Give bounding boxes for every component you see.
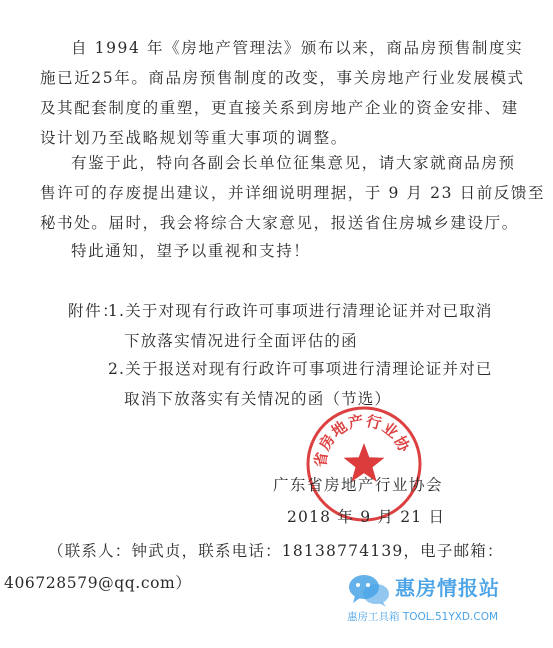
paragraph-line: 及其配套制度的重塑，更直接关系到房地产企业的资金安排、建: [40, 99, 519, 117]
paragraph-line: 施已近25年。商品房预售制度的改变，事关房地产行业发展模式: [40, 69, 525, 87]
issue-date: 2018 年 9 月 21 日: [287, 508, 446, 526]
paragraph-line: 有鉴于此，特向各副会长单位征集意见，请大家就商品房预: [71, 154, 516, 172]
paragraph-line: 秘书处。届时，我会将综合大家意见，报送省住房城乡建设厅。: [40, 214, 519, 232]
watermark-title: 惠房情报站: [395, 576, 500, 600]
seal-text: 省房地产行业协: [311, 411, 414, 469]
paragraph-line: 自 1994 年《房地产管理法》颁布以来，商品房预售制度实: [71, 39, 524, 57]
attachment-line: 1.关于对现有行政许可事项进行清理论证并对已取消: [108, 302, 493, 320]
contact-line: （联系人：钟武贞，联系电话：18138774139，电子邮箱：: [48, 542, 504, 560]
issuing-organization: 广东省房地产行业协会: [273, 476, 444, 494]
attachment-line: 取消下放落实有关情况的函（节选）: [124, 390, 392, 408]
attachment-item-1: [108, 296, 493, 356]
paragraph-line: 设计划乃至战略规划等重大事项的调整。: [40, 129, 348, 147]
contact-email-line: 406728579@qq.com）: [4, 574, 192, 592]
watermark: [347, 572, 547, 632]
paragraph-line: 特此通知，望予以重视和支持！: [71, 242, 311, 260]
wechat-icon: [347, 572, 391, 608]
attachments-label: 附件：: [68, 302, 120, 320]
attachment-line: 下放落实情况进行全面评估的函: [124, 332, 358, 350]
paragraph-line: 售许可的存废提出建议，并详细说明理据，于 9 月 23 日前反馈至: [40, 184, 546, 202]
paragraph-closing: [40, 236, 510, 266]
attachment-item-2: [108, 354, 493, 414]
paragraph-request: [40, 148, 546, 238]
attachment-line: 2.关于报送对现有行政许可事项进行清理论证并对已: [108, 360, 493, 378]
watermark-subtitle: 惠房工具箱 TOOL.51YXD.COM: [347, 611, 499, 623]
paragraph-intro: [40, 33, 525, 153]
